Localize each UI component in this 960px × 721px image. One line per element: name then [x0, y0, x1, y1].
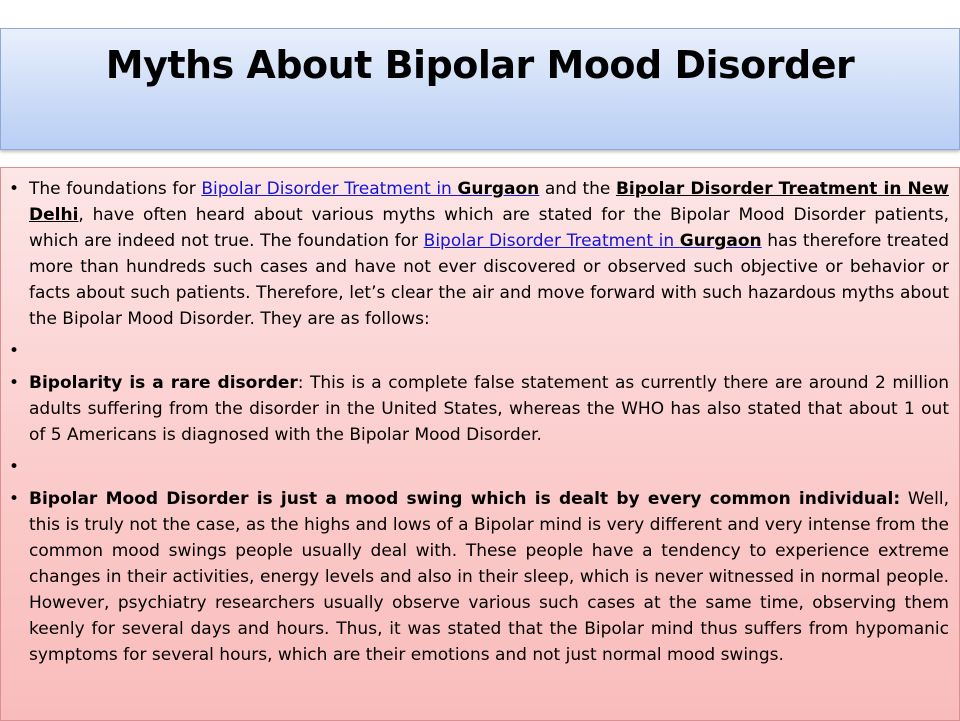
link-text: Bipolar Disorder Treatment in [423, 231, 680, 251]
intro-text-2: and the [539, 179, 616, 199]
bullet-list [1, 168, 959, 668]
bullet-item-intro [9, 176, 949, 332]
bullet-dot: • [9, 179, 20, 199]
bullet-item-empty [9, 338, 949, 364]
link-treatment-gurgaon-2[interactable] [424, 231, 762, 251]
intro-text-4: has therefore treated more than hundreds such cases and have not ever discovered or observed such objective or behavior or facts about such patients. Therefore, let’s clear the air and move forward with such hazardous myths about the Bipolar Mood Disorder. They are as follows: [29, 231, 949, 329]
link-treatment-new-delhi[interactable]: Bipolar Disorder Treatment in New Delhi [29, 179, 949, 225]
bullet-item-myth-mood-swing [9, 486, 949, 668]
myth-heading: Bipolarity is a rare disorder [29, 373, 298, 393]
myth-heading: Bipolar Mood Disorder is just a mood swing which is dealt by every common individual: [29, 489, 901, 509]
slide-title: Myths About Bipolar Mood Disorder [105, 43, 855, 87]
intro-text-3: , have often heard about various myths which are stated for the Bipolar Mood Disorder patients, which are indeed not true. The foundation for [29, 205, 949, 251]
bullet-dot: • [9, 373, 20, 393]
bullet-dot: • [9, 489, 20, 509]
content-box [0, 167, 960, 721]
bullet-dot: • [9, 341, 20, 361]
bullet-dot: • [9, 457, 20, 477]
link-treatment-gurgaon-1[interactable] [201, 179, 539, 199]
title-box [0, 28, 960, 150]
link-text-gurgaon: Gurgaon [679, 231, 762, 251]
link-text: Bipolar Disorder Treatment in [201, 179, 458, 199]
myth-text: : This is a complete false statement as currently there are around 2 million adults suffering from the disorder in the United States, whereas the WHO has also stated that about 1 out of 5 Americans is diagnosed with the Bipolar Mood Disorder. [29, 373, 949, 445]
myth-text: Well, this is truly not the case, as the highs and lows of a Bipolar mind is very different and very intense from the common mood swings people usually deal with. These people have a tendency to experience extreme changes in their activities, energy levels and also in their sleep, which is never witnessed in normal people. However, psychiatry researchers usually observe various such cases at the same time, observing them keenly for several days and hours. Thus, it was stated that the Bipolar mind thus suffers from hypomanic symptoms for several hours, which are their emotions and not just normal mood swings. [29, 489, 949, 665]
bullet-item-myth-rare [9, 370, 949, 448]
bullet-item-empty [9, 454, 949, 480]
intro-text-1: The foundations for [29, 179, 202, 199]
link-text-gurgaon: Gurgaon [457, 179, 540, 199]
